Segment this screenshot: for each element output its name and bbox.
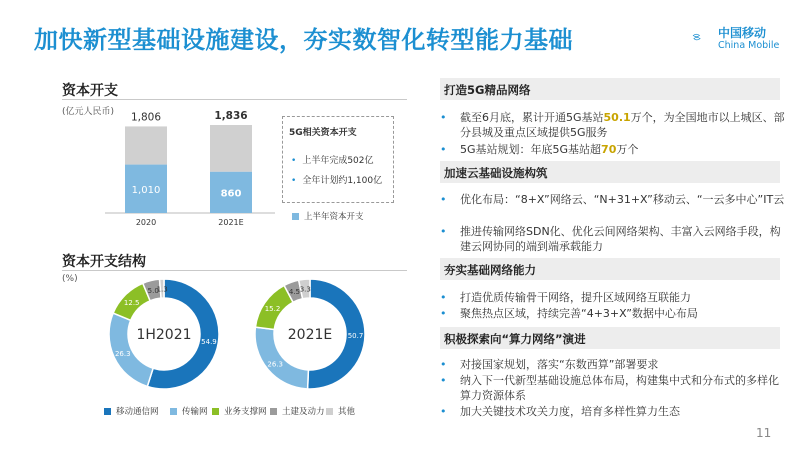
bullet-dot-icon: • [440,193,447,206]
bullet-computing-2 [440,373,785,403]
legend-other [326,405,355,417]
logo-name-en: China Mobile [718,40,780,51]
donut-slice-label: 26.3 [114,350,131,359]
legend-support [212,405,267,417]
bullet-network-2 [440,306,785,321]
bullet-dot-icon: • [440,143,447,156]
bullet-dot-icon: • [291,176,297,186]
section-heading-5g: 打造5G精品网络 [444,83,531,97]
bullet-dot-icon: • [440,405,447,418]
legend-swatch [326,408,333,415]
structure-unit: (%) [62,274,78,284]
bullet-dot-icon: • [440,291,447,304]
capex-legend-label: 上半年资本开支 [304,212,364,222]
legend-swatch [212,408,219,415]
bullet-highlight: 70 [601,143,617,156]
donut-slice-label: 15.2 [264,305,281,314]
bullet-text: 万个 [616,143,639,156]
donut-slice-label: 26.3 [267,360,284,369]
bullet-highlight: 50.1 [603,111,631,124]
bar-value-label: 1,010 [131,184,161,196]
legend-mobile-label: 移动通信网 [116,407,159,417]
bullet-dot-icon: • [291,156,297,166]
bullet-text: 打造优质传输骨干网络，提升区域网络互联能力 [460,291,691,304]
section-heading-network: 夯实基础网络能力 [444,263,536,277]
5g-capex-box-title: 5G相关资本开支 [289,128,357,138]
legend-swatch [270,408,277,415]
legend-civil [270,405,325,417]
page-title: 加快新型基础设施建设，夯实数智化转型能力基础 [34,26,573,54]
bullet-text: 优化布局：“8+X”网络云、“N+31+X”移动云、“一云多中心”IT云 [460,193,785,206]
bullet-5g-1 [440,110,785,140]
legend-transport-label: 传输网 [182,407,208,417]
bullet-computing-3 [440,404,785,419]
section-heading-cloud: 加速云基础设施构筑 [444,166,548,180]
donut-slice-label: 3.3 [299,285,311,294]
bullet-text: 纳入下一代新型基础设施总体布局，构建集中式和分布式的多样化算力资源体系 [460,374,779,402]
donut-slice-label: 54.9 [201,337,217,346]
capex-heading: 资本开支 [62,83,118,99]
bullet-5g-2 [440,142,785,157]
bullet-dot-icon: • [440,111,447,124]
legend-support-label: 业务支撑网 [224,407,267,417]
bullet-text: 5G基站规划：年底5G基站超 [460,143,602,156]
bullet-text: 万个，为全国地市以上城区、部分县城及重点区域提供5G服务 [460,111,785,139]
legend-transport [170,405,208,417]
bullet-cloud-1 [440,192,785,207]
section-heading-computing: 积极探索向“算力网络”演进 [444,332,586,346]
bullet-text: 推进传输网络SDN化、优化云间网络架构、丰富入云网络手段，构建云网协同的端到端承载能力 [460,225,781,253]
bar-total-label: 1,836 [214,110,248,122]
legend-civil-label: 土建及动力 [282,407,325,417]
donut-slice-label: 5.0 [147,286,159,295]
5g-capex-item-1-text: 上半年完成502亿 [302,156,374,166]
donut-slice-label: 50.7 [347,332,364,341]
structure-heading: 资本开支结构 [62,254,146,270]
bullet-dot-icon: • [440,307,447,320]
bullet-network-1 [440,290,785,305]
donut-slice-label: 1.3 [156,285,168,294]
bar-category-label: 2020 [135,218,157,227]
bullet-dot-icon: • [440,358,447,371]
bullet-cloud-2 [440,224,785,254]
bullet-text: 加大关键技术攻关力度，培育多样性算力生态 [460,405,680,418]
donut-center-label: 1H2021 [136,327,192,343]
legend-other-label: 其他 [338,407,356,417]
capex-unit: (亿元人民币) [62,107,115,117]
donut-slice-label: 12.5 [123,298,140,307]
bar-value-label: 860 [220,188,242,200]
bullet-computing-1 [440,357,785,372]
bullet-text: 聚焦热点区域，持续完善“4+3+X”数据中心布局 [460,307,698,320]
donut-center-label: 2021E [287,327,333,343]
bar-category-label: 2021E [218,218,244,227]
legend-swatch [104,408,111,415]
5g-capex-item-2-text: 全年计划约1,100亿 [302,176,383,186]
bullet-text: 截至6月底，累计开通5G基站 [460,111,604,124]
page-number: 11 [756,426,772,440]
legend-mobile [104,405,159,417]
bar-total-label: 1,806 [130,111,162,124]
bullet-text: 对接国家规划，落实“东数西算”部署要求 [460,358,659,371]
bullet-dot-icon: • [440,374,447,387]
logo-name-cn: 中国移动 [718,26,767,40]
donut-slice-label: 4.5 [288,288,301,297]
bullet-dot-icon: • [440,225,447,238]
legend-swatch [170,408,177,415]
